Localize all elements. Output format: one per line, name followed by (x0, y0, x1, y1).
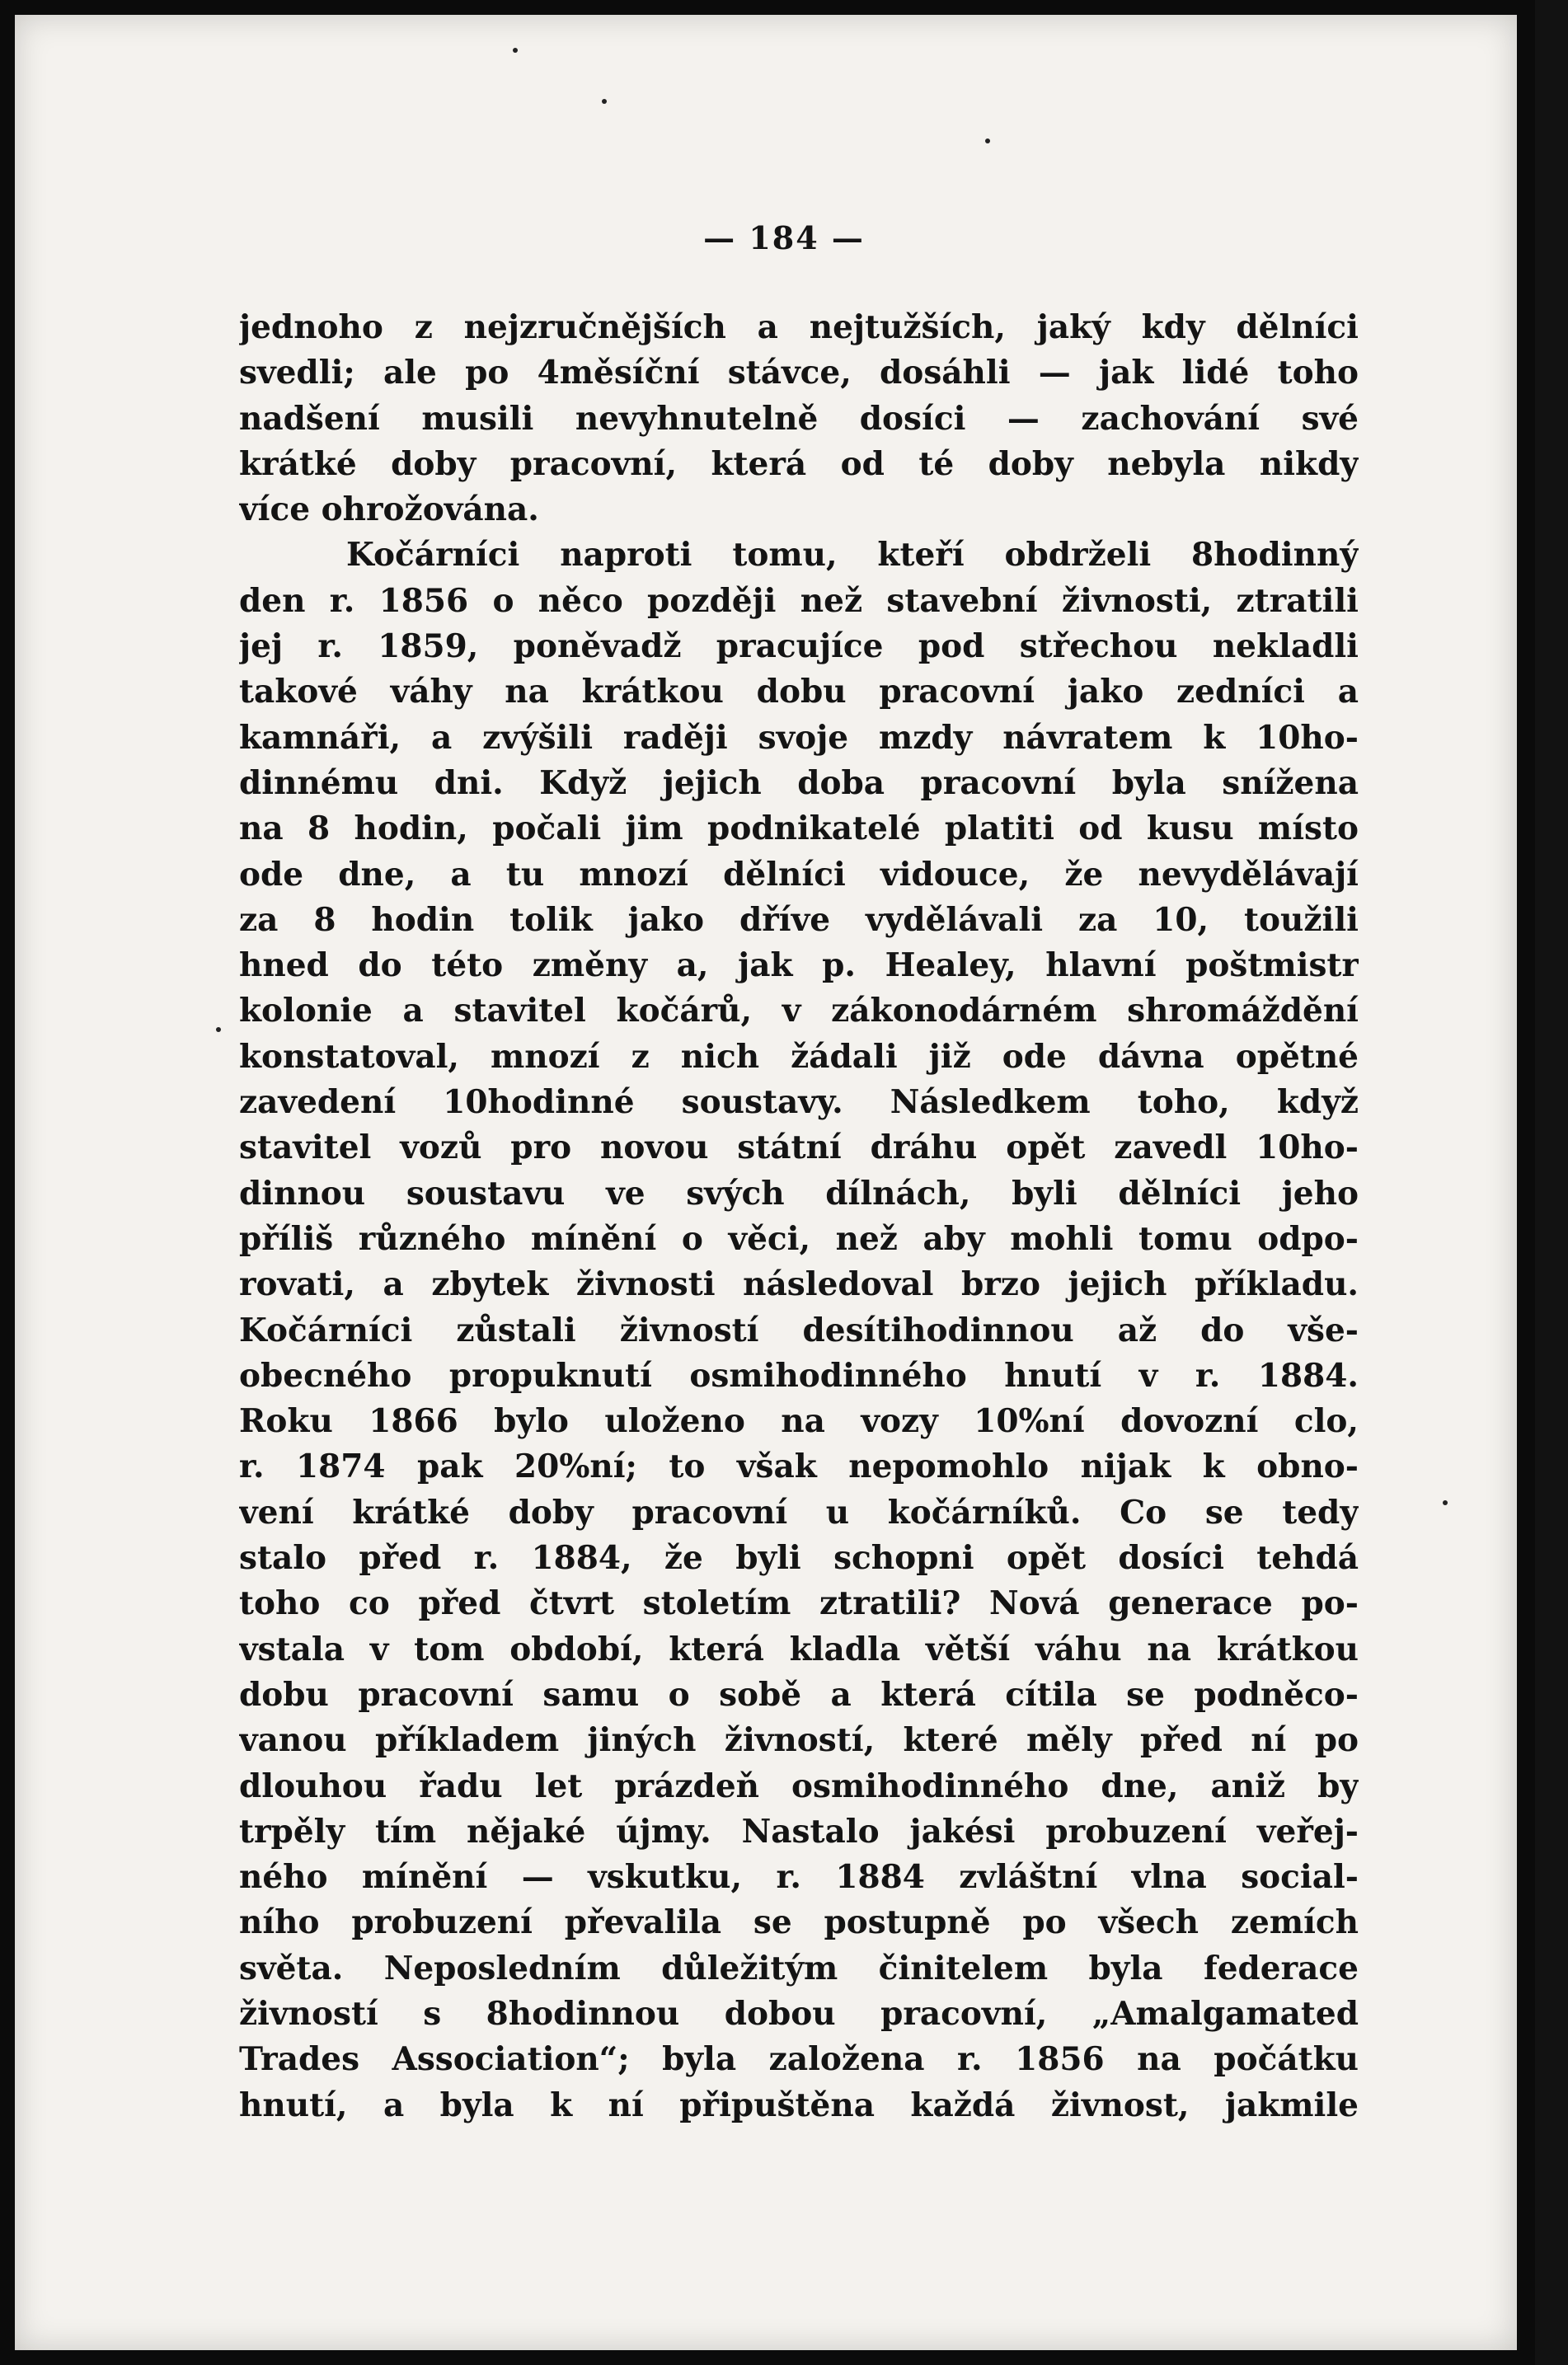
text-line: vení krátké doby pracovní u kočárníků. Co se tedy (239, 1493, 1359, 1532)
scan-speck (985, 138, 990, 143)
text-line: vanou příkladem jiných živností, které měly před ní po (239, 1721, 1359, 1760)
scan-speck (602, 99, 607, 104)
text-line: světa. Neposledním důležitým činitelem byla federace (239, 1949, 1359, 1987)
text-line: ního probuzení převalila se postupně po všech zemích (239, 1903, 1359, 1942)
scan-speck (1443, 1500, 1448, 1505)
text-line: jej r. 1859, poněvadž pracujíce pod střechou nekladli (239, 627, 1359, 666)
text-line: Roku 1866 bylo uloženo na vozy 10%ní dovozní clo, (239, 1402, 1359, 1441)
text-line: dlouhou řadu let prázdeň osmihodinného dne, aniž by (239, 1767, 1359, 1805)
text-line: ode dne, a tu mnozí dělníci vidouce, že nevydělávají (239, 855, 1359, 894)
text-line: dobu pracovní samu o sobě a která cítila se podněco- (239, 1675, 1359, 1714)
text-line: toho co před čtvrt stoletím ztratili? Nová generace po- (239, 1584, 1359, 1623)
text-line: za 8 hodin tolik jako dříve vydělávali za 10, toužili (239, 900, 1359, 939)
text-line: dinnou soustavu ve svých dílnách, byli dělníci jeho (239, 1174, 1359, 1213)
scan-speck (513, 48, 518, 53)
text-line: stavitel vozů pro novou státní dráhu opět zavedl 10ho- (239, 1129, 1359, 1167)
text-line: obecného propuknutí osmihodinného hnutí v r. 1884. (239, 1356, 1359, 1395)
scan-border (1535, 0, 1568, 2365)
text-line: svedli; ale po 4měsíční stávce, dosáhli — jak lidé toho (239, 354, 1359, 392)
text-line: dinnému dni. Když jejich doba pracovní byla snížena (239, 763, 1359, 802)
text-line: trpěly tím nějaké újmy. Nastalo jakési probuzení veřej- (239, 1812, 1359, 1851)
text-line: r. 1874 pak 20%ní; to však nepomohlo nijak k obno- (239, 1448, 1359, 1486)
text-line: rovati, a zbytek živnosti následoval brzo jejich příkladu. (239, 1265, 1359, 1304)
text-line: Kočárníci naproti tomu, kteří obdrželi 8hodinný (346, 536, 1359, 575)
text-line: jednoho z nejzručnějších a nejtužších, jaký kdy dělníci (239, 308, 1359, 346)
text-line: zavedení 10hodinné soustavy. Následkem toho, když (239, 1083, 1359, 1122)
text-line: živností s 8hodinnou dobou pracovní, „Amalgamated (239, 1994, 1359, 2033)
text-line: hnutí, a byla k ní připuštěna každá živnost, jakmile (239, 2086, 1359, 2124)
text-line: vstala v tom období, která kladla větší váhu na krátkou (239, 1630, 1359, 1668)
text-line: takové váhy na krátkou dobu pracovní jako zedníci a (239, 673, 1359, 711)
page-number: — 184 — (703, 219, 865, 256)
text-line: nadšení musili nevyhnutelně dosíci — zachování své (239, 399, 1359, 438)
text-line: kamnáři, a zvýšili raději svoje mzdy návratem k 10ho- (239, 718, 1359, 757)
text-line: konstatoval, mnozí z nich žádali již ode dávna opětné (239, 1037, 1359, 1076)
text-line: více ohrožována. (239, 490, 539, 529)
text-line: kolonie a stavitel kočárů, v zákonodárném shromáždění (239, 992, 1359, 1030)
text-line: hned do této změny a, jak p. Healey, hlavní poštmistr (239, 946, 1359, 985)
text-line: Kočárníci zůstali živností desítihodinnou až do vše- (239, 1311, 1359, 1349)
text-line: Trades Association“; byla založena r. 1856 na počátku (239, 2040, 1359, 2079)
text-line: na 8 hodin, počali jim podnikatelé platiti od kusu místo (239, 809, 1359, 848)
text-line: ného mínění — vskutku, r. 1884 zvláštní vlna social- (239, 1858, 1359, 1897)
body-text (239, 305, 1359, 2128)
text-line: příliš různého mínění o věci, než aby mohli tomu odpo- (239, 1219, 1359, 1258)
text-line: stalo před r. 1884, že byli schopni opět dosíci tehdá (239, 1539, 1359, 1578)
scan-speck (216, 1027, 221, 1032)
text-line: krátké doby pracovní, která od té doby nebyla nikdy (239, 444, 1359, 483)
text-line: den r. 1856 o něco později než stavební živnosti, ztratili (239, 581, 1359, 620)
